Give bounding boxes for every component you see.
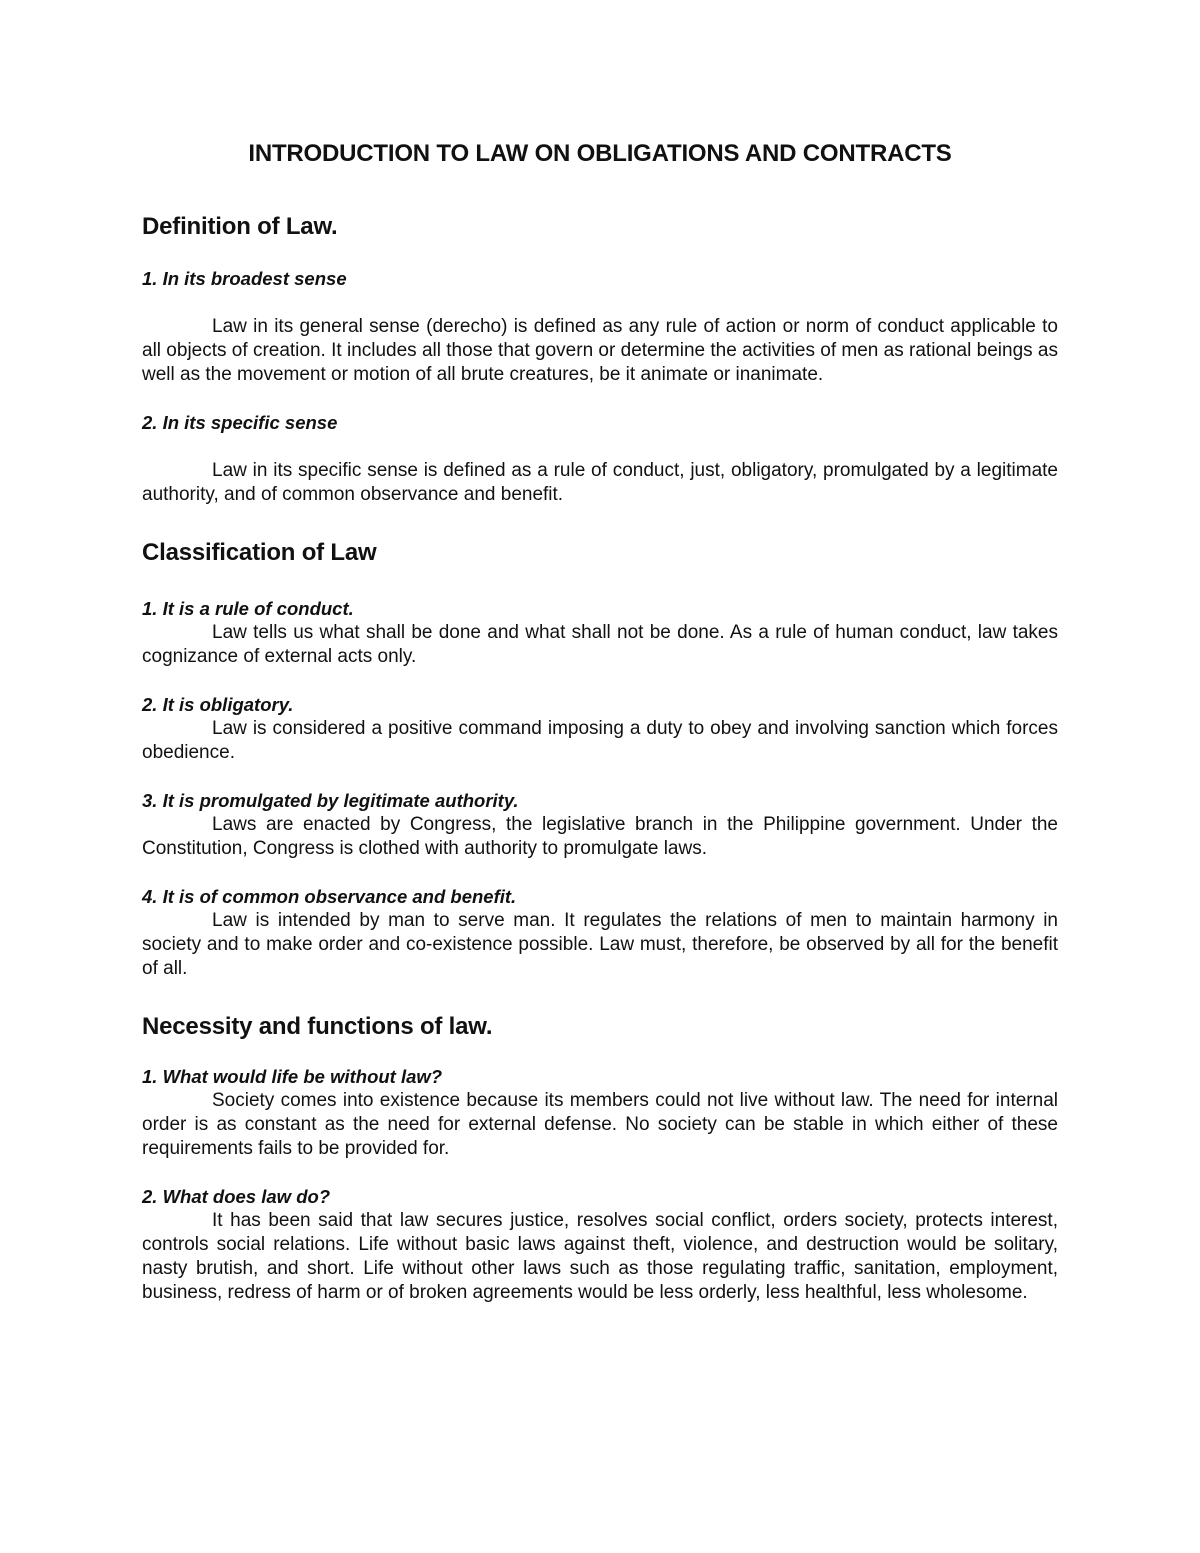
document-title: INTRODUCTION TO LAW ON OBLIGATIONS AND CONTRACTS — [248, 140, 952, 167]
classification-item-heading: 4. It is of common observance and benefit. — [142, 886, 517, 907]
definition-item-text: Law in its general sense (derecho) is defined as any rule of action or norm of conduct applicable to all objects of creation. It includes all those that govern or determine the activities of men as rational beings as well as the movement or motion of all brute creatures, be it animate or inanimate. — [142, 316, 1058, 385]
classification-section — [142, 539, 1058, 981]
definition-section — [142, 213, 1058, 507]
definition-item-text: Law in its specific sense is defined as a rule of conduct, just, obligatory, promulgated by a legitimate authority, and of common observance and benefit. — [142, 460, 1058, 505]
necessity-item — [142, 1185, 1058, 1305]
classification-item — [142, 789, 1058, 861]
classification-item-heading: 3. It is promulgated by legitimate authority. — [142, 790, 519, 811]
document-page — [142, 140, 1058, 1329]
necessity-item-heading: 2. What does law do? — [142, 1186, 331, 1207]
classification-item-text: Law tells us what shall be done and what shall not be done. As a rule of human conduct, law takes cognizance of external acts only. — [142, 622, 1058, 667]
definition-heading: Definition of Law. — [142, 213, 338, 240]
necessity-section — [142, 1013, 1058, 1305]
classification-item-heading: 1. It is a rule of conduct. — [142, 598, 354, 619]
necessity-item — [142, 1065, 1058, 1161]
classification-item-heading: 2. It is obligatory. — [142, 694, 294, 715]
definition-item-heading: 2. In its specific sense — [142, 412, 338, 433]
necessity-item-text: Society comes into existence because its members could not live without law. The need for internal order is as constant as the need for external defense. No society can be stable in which either of these requirements fails to be provided for. — [142, 1090, 1058, 1159]
definition-item-heading: 1. In its broadest sense — [142, 268, 347, 289]
necessity-item-heading: 1. What would life be without law? — [142, 1066, 443, 1087]
classification-item — [142, 693, 1058, 765]
classification-item-text: Law is considered a positive command imposing a duty to obey and involving sanction which forces obedience. — [142, 718, 1058, 763]
classification-heading: Classification of Law — [142, 539, 377, 566]
classification-item — [142, 885, 1058, 981]
classification-item — [142, 597, 1058, 669]
necessity-item-text: It has been said that law secures justice, resolves social conflict, orders society, protects interest, controls social relations. Life without basic laws against theft, violence, and destruction would be solitary, nasty brutish, and short. Life without other laws such as those regulating traffic, sanitation, employment, business, redress of harm or of broken agreements would be less orderly, less healthful, less wholesome. — [142, 1210, 1058, 1303]
classification-item-text: Laws are enacted by Congress, the legislative branch in the Philippine government. Under the Constitution, Congress is clothed with authority to promulgate laws. — [142, 814, 1058, 859]
necessity-heading: Necessity and functions of law. — [142, 1013, 493, 1040]
classification-item-text: Law is intended by man to serve man. It regulates the relations of men to maintain harmony in society and to make order and co-existence possible. Law must, therefore, be observed by all for the benefit of all. — [142, 910, 1058, 979]
